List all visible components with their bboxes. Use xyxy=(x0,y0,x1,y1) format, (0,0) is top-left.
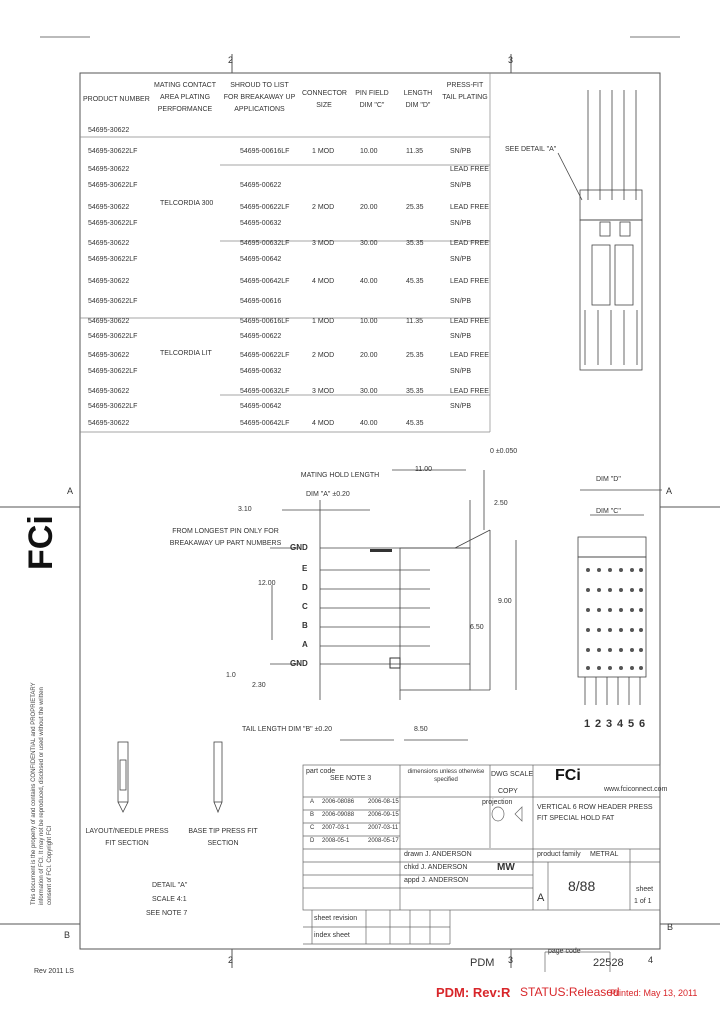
row-pin-field: 10.00 xyxy=(360,148,378,155)
row-shroud: 54695-00642 xyxy=(240,403,282,410)
pin-label-a: A xyxy=(302,640,308,649)
dim-d-label: DIM "D" xyxy=(596,476,621,483)
row-tail-plating: LEAD FREE xyxy=(450,278,489,285)
dim-650: 6.50 xyxy=(470,624,484,631)
pin-label-d: D xyxy=(302,583,308,592)
row-shroud: 54695-00632 xyxy=(240,220,282,227)
revision-ecn: 2008-05-1 xyxy=(322,838,350,844)
row-length: 25.35 xyxy=(406,204,424,211)
revision-letter: D xyxy=(310,838,315,844)
row-shroud: 54695-00616LF xyxy=(240,318,290,325)
revision-letter: B xyxy=(310,812,315,818)
row-tail-plating: SN/PB xyxy=(450,333,472,340)
pin-label-b: B xyxy=(302,621,308,630)
dim-12: 12.00 xyxy=(258,580,276,587)
row-shroud: 54695-00622LF xyxy=(240,204,290,211)
dim-0-label: 0 ±0.050 xyxy=(490,448,518,455)
zone-col-3-top: 3 xyxy=(508,55,514,65)
zone-col-3-bottom: 3 xyxy=(508,955,514,965)
row-shroud: 54695-00622LF xyxy=(240,352,290,359)
row-tail-plating: SN/PB xyxy=(450,298,472,305)
row-tail-plating: LEAD FREE xyxy=(450,318,489,325)
plating-telcordia-300: TELCORDIA 300 xyxy=(160,200,214,207)
copyright-note: This document is the property of and contains CONFIDENTIAL and PROPRIETARY information of FCI. It may not be reproduced, disclosed or used without the written consent of FCI. Copyright FCI xyxy=(31,682,53,905)
row-shroud: 54695-00642LF xyxy=(240,420,290,427)
row-length: 45.35 xyxy=(406,278,424,285)
dim-c-label: DIM "C" xyxy=(596,508,621,515)
row-tail-plating: SN/PB xyxy=(450,403,472,410)
header-shroud: SHROUD TO LIST FOR BREAKAWAY UP APPLICATIONS xyxy=(223,82,296,113)
row-length: 45.35 xyxy=(406,420,424,427)
pin-label-gnd-top: GND xyxy=(290,543,308,552)
row-tail-plating: SN/PB xyxy=(450,182,472,189)
file-footer: Rev 2011 LS xyxy=(34,968,74,975)
detail-a-note: SEE NOTE 7 xyxy=(146,910,188,917)
pdm-doc: PDM xyxy=(470,957,495,969)
revision-date: 2006-08-15 xyxy=(368,799,399,805)
row-product-number: 54695-30622 xyxy=(88,352,130,359)
row-connector-size: 1 MOD xyxy=(312,148,335,155)
revision-ecn: 2006-08086 xyxy=(322,799,355,805)
row-connector-size: 3 MOD xyxy=(312,240,335,247)
row-shroud: 54695-00642LF xyxy=(240,278,290,285)
fci-logo-large: FCi xyxy=(22,515,60,570)
section-1-label: LAYOUT/NEEDLE PRESS FIT SECTION xyxy=(85,828,169,847)
doc-number: 8/88 xyxy=(568,878,596,894)
sheet-label: sheet xyxy=(636,886,654,893)
row-shroud: 54695-00616 xyxy=(240,298,282,305)
row-pin-field: 40.00 xyxy=(360,278,378,285)
longest-pin-note: FROM LONGEST PIN ONLY FOR BREAKAWAY UP PART NUMBERS xyxy=(169,528,282,547)
status-released xyxy=(520,985,620,999)
dim-310: 3.10 xyxy=(238,506,252,513)
row-pin-field: 40.00 xyxy=(360,420,378,427)
row-connector-size: 2 MOD xyxy=(312,204,335,211)
checked-by: chkd J. ANDERSON xyxy=(404,864,468,871)
dim-850: 8.50 xyxy=(414,726,428,733)
pin-number: 2 xyxy=(595,718,602,730)
zone-row-b-left: B xyxy=(64,930,71,940)
revision-letter: A xyxy=(310,799,315,805)
row-product-number: 54695-30622LF xyxy=(88,220,138,227)
dwg-scale-label: DWG SCALE xyxy=(491,771,534,778)
page-code-label: page code xyxy=(548,948,581,955)
row-product-number: 54695-30622 xyxy=(88,204,130,211)
pin-label-gnd-bottom: GND xyxy=(290,659,308,668)
detail-a-title: DETAIL "A" xyxy=(152,882,188,889)
dim-230: 2.30 xyxy=(252,682,266,689)
row-shroud: 54695-00632LF xyxy=(240,388,290,395)
part-code-label: part code xyxy=(306,768,336,775)
header-length: LENGTH DIM "D" xyxy=(403,90,433,109)
row-product-number: 54695-30622LF xyxy=(88,298,138,305)
row-connector-size: 2 MOD xyxy=(312,352,335,359)
zone-col-4-bottom: 4 xyxy=(648,955,654,965)
row-pin-field: 10.00 xyxy=(360,318,378,325)
row-tail-plating: SN/PB xyxy=(450,220,472,227)
row-tail-plating: LEAD FREE xyxy=(450,204,489,211)
product-family-value: METRAL xyxy=(590,851,619,858)
sheet-size: A xyxy=(537,892,545,904)
pin-number: 6 xyxy=(639,718,646,730)
index-sheet-label: index sheet xyxy=(314,932,350,939)
row-product-number: 54695-30622 xyxy=(88,388,130,395)
row-length: 11.35 xyxy=(406,318,423,325)
row-product-number: 54695-30622LF xyxy=(88,368,138,375)
revision-letter: C xyxy=(310,825,315,831)
header-pin-field: PIN FIELD DIM "C" xyxy=(355,90,389,109)
detail-a-scale: SCALE 4:1 xyxy=(152,896,187,903)
product-family-label: product family xyxy=(537,851,581,858)
header-connector-size: CONNECTOR SIZE xyxy=(302,90,347,109)
row-tail-plating: LEAD FREE xyxy=(450,388,489,395)
mw-label: MW xyxy=(497,862,515,873)
pin-number: 1 xyxy=(584,718,591,730)
row-product-number: 54695-30622LF xyxy=(88,333,138,340)
fci-logo-small: FCi xyxy=(555,767,581,784)
pin-label-e: E xyxy=(302,564,308,573)
dim-1100: 11.00 xyxy=(415,466,432,473)
pdm-revision: PDM: Rev:R xyxy=(436,985,511,1000)
pin-number: 3 xyxy=(606,718,613,730)
row-product-number: 54695-30622LF xyxy=(88,256,138,263)
revision-date: 2008-05-17 xyxy=(368,838,399,844)
dim-250: 2.50 xyxy=(494,500,508,507)
row-connector-size: 4 MOD xyxy=(312,278,335,285)
row-length: 35.35 xyxy=(406,240,424,247)
revision-date: 2007-03-11 xyxy=(368,825,399,831)
row-shroud: 54695-00632LF xyxy=(240,240,290,247)
approved-by: appd J. ANDERSON xyxy=(404,877,469,884)
row-pin-field: 30.00 xyxy=(360,388,378,395)
revision-date: 2006-09-15 xyxy=(368,812,399,818)
row-product-number: 54695-30622LF xyxy=(88,182,138,189)
zone-col-2-bottom: 2 xyxy=(228,955,234,965)
row-connector-size: 1 MOD xyxy=(312,318,335,325)
section-2-label: BASE TIP PRESS FIT SECTION xyxy=(188,828,258,847)
projection-label: projection xyxy=(482,799,513,806)
row-tail-plating: LEAD FREE xyxy=(450,352,489,359)
row-tail-plating: LEAD FREE xyxy=(450,240,489,247)
pin-number: 4 xyxy=(617,718,624,730)
see-note-3: SEE NOTE 3 xyxy=(330,775,372,782)
drawn-by: drawn J. ANDERSON xyxy=(404,851,472,858)
row-tail-plating: LEAD FREE xyxy=(450,166,489,173)
row-product-number: 54695-30622 xyxy=(88,318,130,325)
header-product-number: PRODUCT NUMBER xyxy=(83,96,150,103)
dim-900: 9.00 xyxy=(498,598,512,605)
drawing-title: VERTICAL 6 ROW HEADER PRESS FIT SPECIAL HOLD FAT xyxy=(537,804,653,822)
plating-telcordia-lit: TELCORDIA LIT xyxy=(160,350,212,357)
printed-date: Printed: May 13, 2011 xyxy=(610,988,698,998)
mating-hold-label: MATING HOLD LENGTH xyxy=(300,472,380,479)
row-product-number: 54695-30622 xyxy=(88,240,130,247)
row-pin-field: 20.00 xyxy=(360,204,378,211)
revision-ecn: 2007-03-1 xyxy=(322,825,350,831)
header-mating-plating: MATING CONTACT AREA PLATING PERFORMANCE xyxy=(154,82,216,113)
row-shroud: 54695-00622 xyxy=(240,182,282,189)
zone-row-a-right: A xyxy=(666,486,673,496)
row-tail-plating: SN/PB xyxy=(450,368,472,375)
revision-ecn: 2006-09088 xyxy=(322,812,355,818)
row-shroud: 54695-00632 xyxy=(240,368,282,375)
row-product-number: 54695-30622 xyxy=(88,420,130,427)
row-tail-plating: SN/PB xyxy=(450,148,472,155)
row-pin-field: 20.00 xyxy=(360,352,378,359)
tail-length-label: TAIL LENGTH DIM "B" ±0.20 xyxy=(241,726,333,733)
row-length: 25.35 xyxy=(406,352,424,359)
pin-label-c: C xyxy=(302,602,308,611)
row-pin-field: 30.00 xyxy=(360,240,378,247)
mating-hold-dim: DIM "A" ±0.20 xyxy=(306,491,350,498)
copy-label: COPY xyxy=(498,788,518,795)
zone-row-a-left: A xyxy=(67,486,74,496)
status-text: STATUS:Released xyxy=(520,985,620,999)
row-product-number: 54695-30622 xyxy=(88,127,130,134)
row-tail-plating: SN/PB xyxy=(450,256,472,263)
row-product-number: 54695-30622 xyxy=(88,166,130,173)
zone-row-b-right: B xyxy=(667,922,674,932)
row-product-number: 54695-30622LF xyxy=(88,148,138,155)
page-code-value: 22528 xyxy=(593,957,624,969)
row-shroud: 54695-00622 xyxy=(240,333,282,340)
tolerance-note: dimensions unless otherwise specified xyxy=(407,769,485,783)
zone-col-2-top: 2 xyxy=(228,55,234,65)
row-length: 11.35 xyxy=(406,148,423,155)
row-shroud: 54695-00642 xyxy=(240,256,282,263)
dim-1: 1.0 xyxy=(226,672,236,679)
row-shroud: 54695-00616LF xyxy=(240,148,290,155)
see-detail-label: SEE DETAIL "A" xyxy=(505,146,557,153)
row-product-number: 54695-30622 xyxy=(88,278,130,285)
row-product-number: 54695-30622LF xyxy=(88,403,138,410)
row-connector-size: 4 MOD xyxy=(312,420,335,427)
website: www.fciconnect.com xyxy=(604,786,668,793)
row-connector-size: 3 MOD xyxy=(312,388,335,395)
sheet-value: 1 of 1 xyxy=(634,898,652,905)
pin-number: 5 xyxy=(628,718,635,730)
header-tail-plating: PRESS-FIT TAIL PLATING xyxy=(442,82,488,101)
row-length: 35.35 xyxy=(406,388,424,395)
sheet-revision-label: sheet revision xyxy=(314,915,358,922)
